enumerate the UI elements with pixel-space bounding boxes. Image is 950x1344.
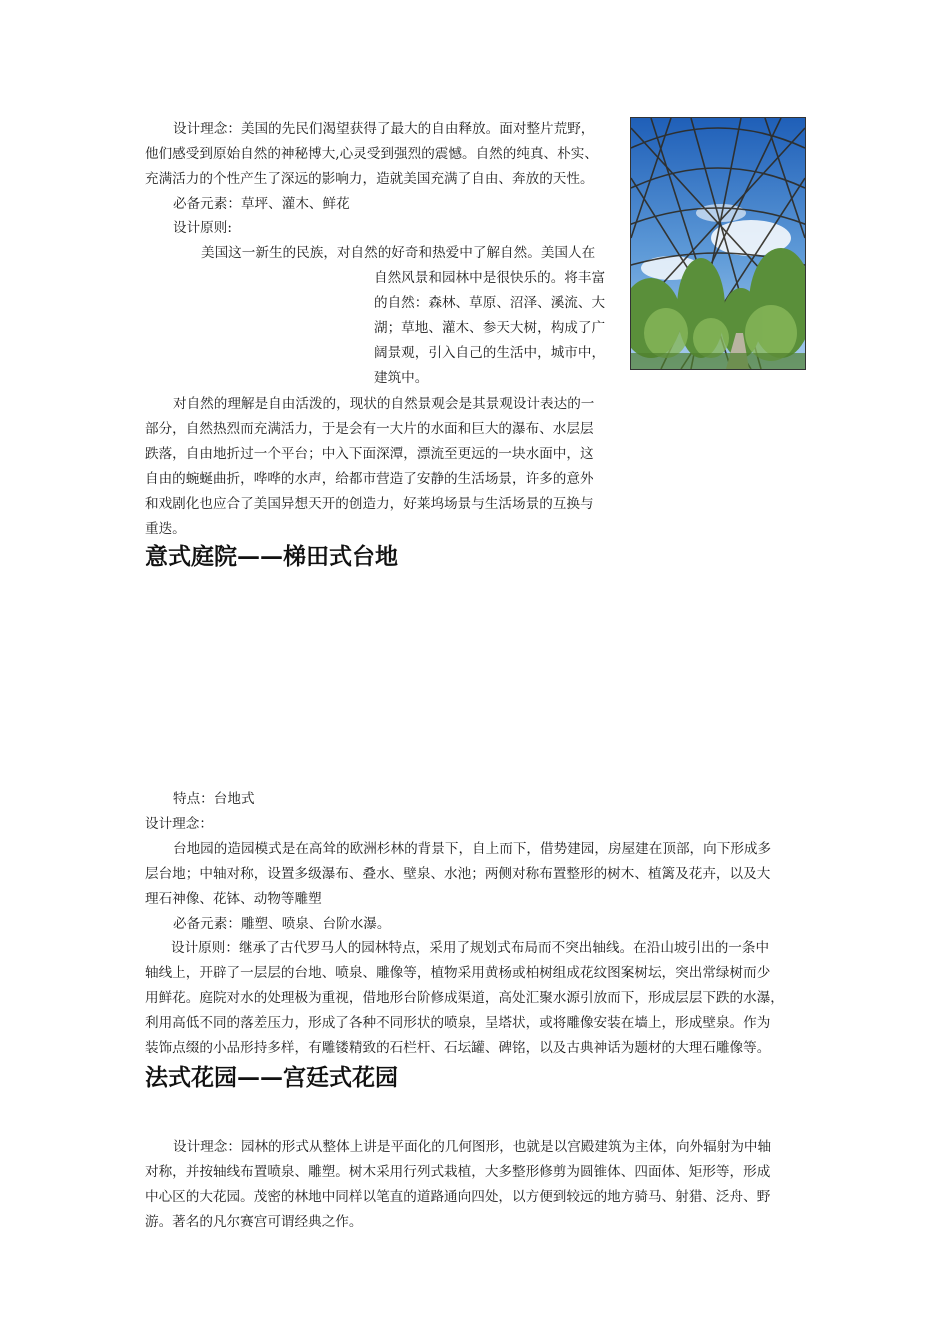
- paragraph-french-concept-line-1: 设计理念：园林的形式从整体上讲是平面化的几何图形，也就是以宫殿建筑为主体，向外辐射为中轴: [173, 1139, 772, 1155]
- paragraph-principle-line-4: 利用高低不同的落差压力，形成了各种不同形状的喷泉，呈塔状，或将雕像安装在墙上，形成壁泉。作为: [145, 1015, 771, 1031]
- paragraph-concept-line-3: 理石神像、花钵、动物等雕塑: [145, 891, 322, 907]
- garden-willow-dome-photo: [630, 117, 806, 370]
- paragraph-principle-line-1: 设计原则：继承了古代罗马人的园林特点，采用了规划式布局而不突出轴线。在沿山坡引出的一条中: [171, 940, 770, 956]
- paragraph-concept-line-2: 层台地；中轴对称，设置多级瀑布、叠水、壁泉、水池；两侧对称布置整形的树木、植篱及花卉，以及大: [145, 866, 771, 882]
- paragraph-concept-line-2: 他们感受到原始自然的神秘博大,心灵受到强烈的震憾。自然的纯真、朴实、: [145, 146, 598, 162]
- paragraph-concept-label: 设计理念：: [145, 816, 213, 832]
- heading-french-garden: 法式花园——宫廷式花园: [145, 1064, 398, 1091]
- paragraph-principle-line-1: 美国这一新生的民族，对自然的好奇和热爱中了解自然。美国人在: [201, 245, 596, 261]
- paragraph-nature-line-1: 对自然的理解是自由活泼的，现状的自然景观会是其景观设计表达的一: [173, 396, 595, 412]
- paragraph-nature-line-3: 跌落，自由地折过一个平台；中入下面深潭，漂流至更远的一块水面中，这: [145, 446, 594, 462]
- paragraph-french-concept-line-3: 中心区的大花园。茂密的林地中同样以笔直的道路通向四处，以方便到较远的地方骑马、射猎、泛舟、野: [145, 1189, 771, 1205]
- paragraph-principle-label: 设计原则:: [173, 220, 232, 236]
- paragraph-french-concept-line-2: 对称，并按轴线布置喷泉、雕塑。树木采用行列式栽植，大多整形修剪为圆锥体、四面体、矩形等，形成: [145, 1164, 771, 1180]
- paragraph-principle-line-5: 阔景观，引入自己的生活中，城市中，: [374, 345, 606, 361]
- paragraph-concept-line-3: 充满活力的个性产生了深远的影响力，造就美国充满了自由、奔放的天性。: [145, 171, 594, 187]
- paragraph-concept-line-1: 设计理念：美国的先民们渴望获得了最大的自由释放。面对整片荒野，: [173, 121, 595, 137]
- paragraph-french-concept-line-4: 游。著名的凡尔赛宫可谓经典之作。: [145, 1214, 363, 1230]
- paragraph-nature-line-5: 和戏剧化也应合了美国异想天开的创造力，好莱坞场景与生活场景的互换与: [145, 496, 594, 512]
- paragraph-principle-line-2: 自然风景和园林中是很快乐的。将丰富: [374, 270, 606, 286]
- paragraph-principle-line-2: 轴线上，开辟了一层层的台地、喷泉、雕像等，植物采用黄杨或柏树组成花纹图案树坛，突出常绿树而少: [145, 965, 771, 981]
- paragraph-principle-line-3: 用鲜花。庭院对水的处理极为重视，借地形台阶修成渠道，高处汇聚水源引放而下，形成层层下跌的水瀑，: [145, 990, 784, 1006]
- paragraph-principle-line-3: 的自然：森林、草原、沼泽、溪流、大: [374, 295, 606, 311]
- heading-italian-garden: 意式庭院——梯田式台地: [145, 543, 398, 570]
- paragraph-elements: 必备元素：草坪、灌木、鲜花: [173, 196, 350, 212]
- paragraph-feature: 特点：台地式: [173, 791, 255, 807]
- paragraph-principle-line-6: 建筑中。: [374, 370, 429, 386]
- paragraph-nature-line-4: 自由的蜿蜒曲折，哗哗的水声，给都市营造了安静的生活场景，许多的意外: [145, 471, 594, 487]
- paragraph-nature-line-6: 重迭。: [145, 521, 186, 537]
- paragraph-nature-line-2: 部分，自然热烈而充满活力，于是会有一大片的水面和巨大的瀑布、水层层: [145, 421, 594, 437]
- paragraph-principle-line-4: 湖；草地、灌木、参天大树，构成了广: [374, 320, 606, 336]
- paragraph-principle-line-5: 装饰点缀的小品形持多样，有雕镂精致的石栏杆、石坛罐、碑铭，以及古典神话为题材的大理石雕像等。: [145, 1040, 771, 1056]
- paragraph-concept-line-1: 台地园的造园模式是在高耸的欧洲杉林的背景下，自上而下，借势建园，房屋建在顶部，向下形成多: [173, 841, 772, 857]
- paragraph-elements: 必备元素：雕塑、喷泉、台阶水瀑。: [173, 916, 391, 932]
